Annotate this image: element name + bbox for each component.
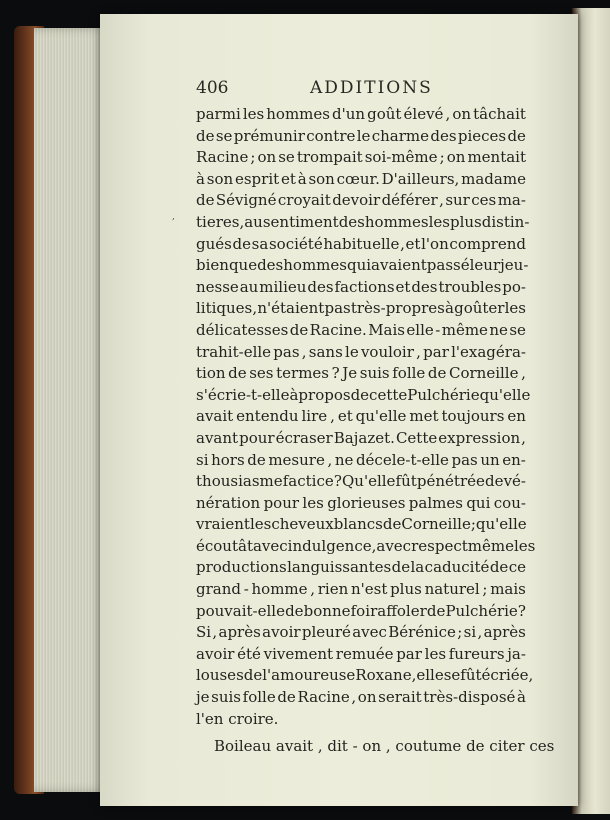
text-line: grand - homme , rien n'est plus naturel ; mais [196,580,526,599]
text-line: avait entendu lire , et qu'elle met toujours en [196,407,526,426]
text-line: parmi les hommes d'un goût élevé , on tâchait [196,105,526,123]
text-line: je suis folle de Racine , on serait très-disposé à [196,688,526,707]
running-head [196,78,526,104]
text-line: Racine ; on se trompait soi-même ; on mentait [196,148,526,167]
text-line: nération pour les glorieuses palmes qui cou- [196,493,526,512]
text-line: écoutât avec indulgence , avec respect même les [196,536,536,555]
text-line: l'en croire. [196,709,279,728]
paragraph-2 [196,736,555,758]
text-line: thousiasme factice ? Qu'elle fût pénétrée de vé- [196,472,526,491]
page-text [196,104,555,758]
text-line: litiques , n'étaient pas très-propres à goûter les [196,299,526,318]
text-line: avant pour écraser Bajazet. Cette expression , [196,428,526,447]
text-line: Boileau avait , dit - on , coutume de citer ces [214,737,555,756]
running-title: ADDITIONS [310,78,433,98]
page-stack-edge [34,28,108,792]
text-line: Si , après avoir pleuré avec Bérénice ; si , après [196,623,526,642]
text-line: trahit-elle pas , sans le vouloir , par l'exagéra- [196,342,526,361]
text-line: bien que des hommes qui avaient passé leur jeu- [196,256,529,275]
text-line: pouvait-elle de bonne foi raffoler de Pulchérie ? [196,601,526,620]
text-line: tion de ses termes ? Je suis folle de Corneille , [196,364,526,383]
text-line: si hors de mesure , ne décele-t-elle pas un en- [196,450,526,469]
text-line: de se prémunir contre le charme des pieces de [196,126,526,145]
page-number: 406 [196,78,229,98]
paragraph-1 [196,104,536,730]
text-line: avoir été vivement remuée par les fureurs ja- [196,644,526,663]
margin-mark: , [172,212,175,222]
text-line: productions languissantes de la caducité de ce [196,558,526,577]
text-line: s'écrie-t-elle à propos de cette Pulchérie qu'elle [196,385,531,404]
text-line: à son esprit et à son cœur. D'ailleurs, madame [196,169,526,188]
text-line: nesse au milieu des factions et des troubles po- [196,277,526,296]
text-line: délicatesses de Racine. Mais elle - même ne se [196,320,526,339]
text-line: louses de l'amoureuse Roxane , elle se fût écriée , [196,666,534,685]
text-line: tieres , au sentiment des hommes les plus distin- [196,212,530,231]
text-line: gués de sa société habituelle , et l'on comprend [196,234,526,253]
text-line: vraient les cheveux blancs de Corneille ; qu'elle [196,515,527,534]
text-line: de Sévigné croyait devoir déférer , sur ces ma- [196,191,526,210]
